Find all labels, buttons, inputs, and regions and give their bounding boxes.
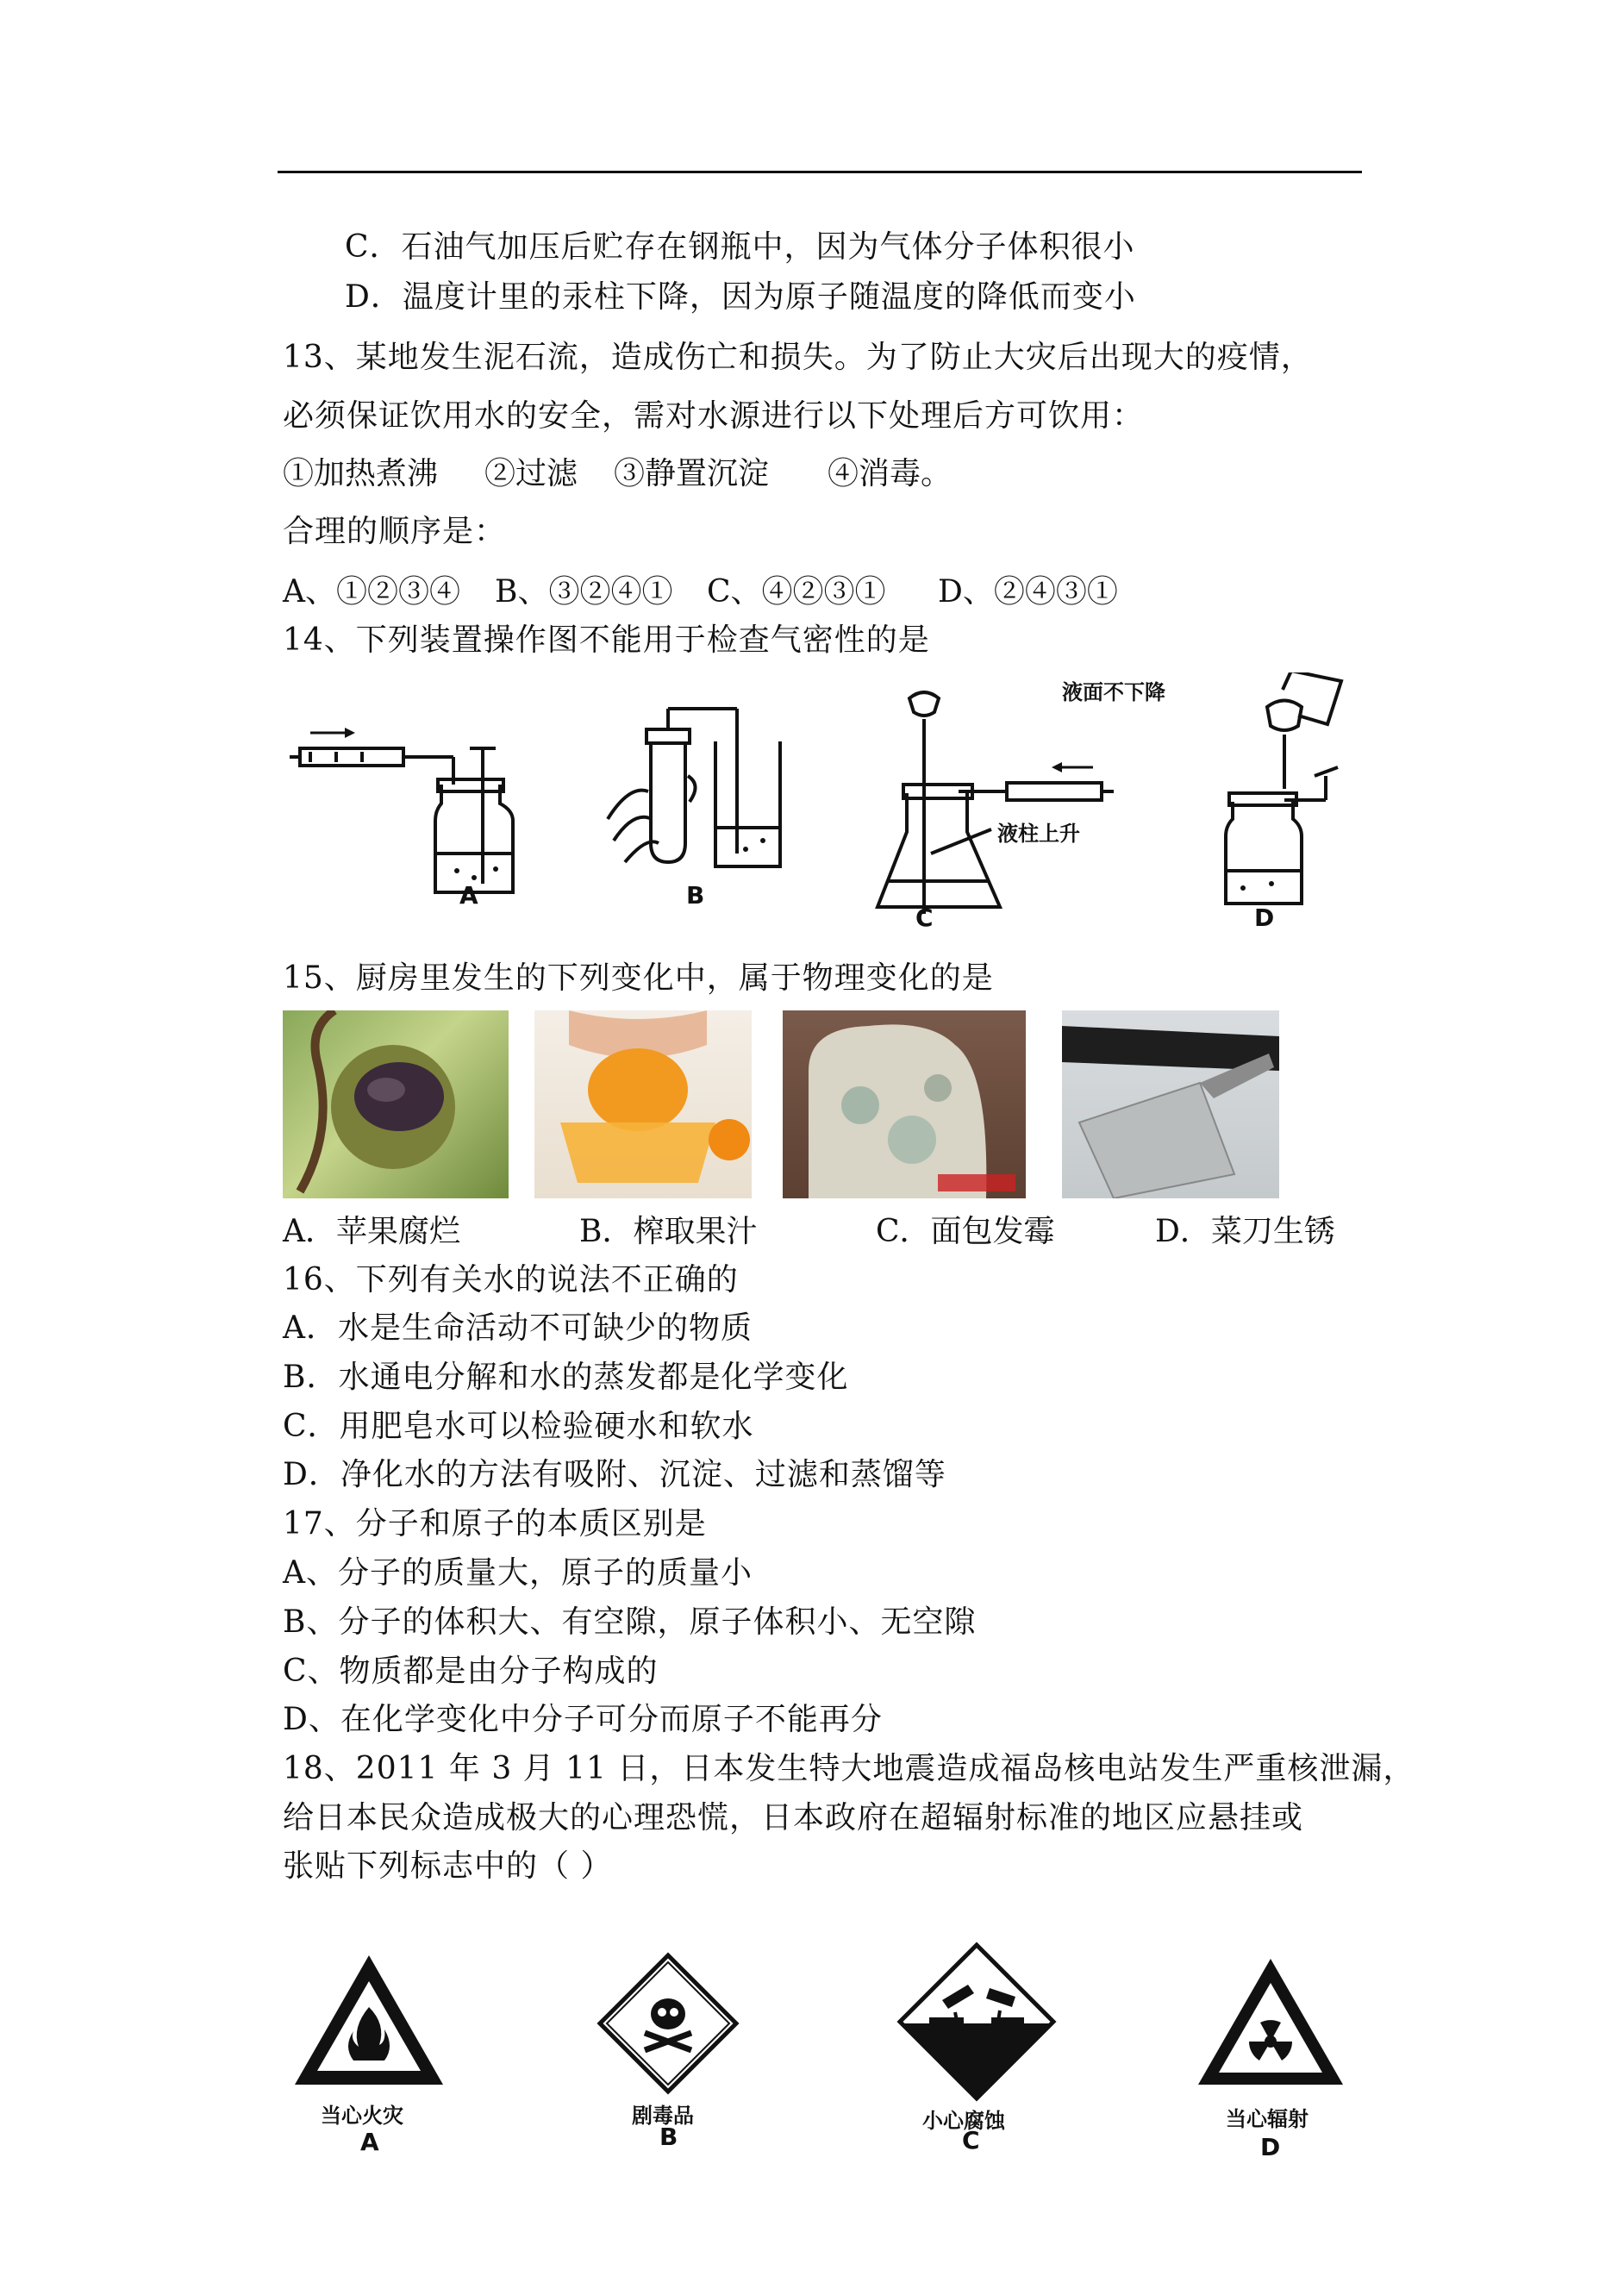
q16-option-c: C．用肥皂水可以检验硬水和软水 bbox=[283, 1409, 754, 1444]
corrosive-warning-sign-icon bbox=[895, 1940, 1059, 2104]
sign-c-caption: 小心腐蚀 bbox=[922, 2108, 1005, 2133]
fire-warning-sign-icon bbox=[290, 1950, 448, 2090]
q13-option-c: C、④②③① bbox=[707, 574, 886, 610]
sign-d-caption: 当心辐射 bbox=[1226, 2106, 1309, 2131]
q17-option-b: B、分子的体积大、有空隙，原子体积小、无空隙 bbox=[283, 1604, 977, 1640]
sign-c-letter: C bbox=[962, 2126, 980, 2154]
q17-option-a: A、分子的质量大，原子的质量小 bbox=[283, 1555, 753, 1591]
apparatus-c-illustration bbox=[862, 681, 1121, 931]
q13-step-4: ④消毒。 bbox=[828, 456, 953, 491]
apparatus-d-illustration bbox=[1190, 672, 1379, 922]
q13-prompt: 合理的顺序是： bbox=[283, 514, 507, 549]
q14-stem: 14、下列装置操作图不能用于检查气密性的是 bbox=[283, 622, 930, 658]
q18-stem-line2: 给日本民众造成极大的心理恐慌，日本政府在超辐射标准的地区应悬挂或 bbox=[283, 1800, 1304, 1835]
sign-b-letter: B bbox=[659, 2123, 678, 2151]
q16-stem: 16、下列有关水的说法不正确的 bbox=[283, 1262, 739, 1298]
q17-stem: 17、分子和原子的本质区别是 bbox=[283, 1506, 707, 1541]
photo-rotten-apple bbox=[283, 1010, 509, 1198]
q14-annotation-c: 液柱上升 bbox=[997, 822, 1080, 846]
q16-option-a: A．水是生命活动不可缺少的物质 bbox=[283, 1310, 753, 1346]
q13-option-a: A、①②③④ bbox=[283, 574, 460, 610]
q15-option-b: B．榨取果汁 bbox=[579, 1214, 758, 1249]
q14-annotation-d: 液面不下降 bbox=[1062, 680, 1165, 704]
q15-option-d: D．菜刀生锈 bbox=[1155, 1214, 1335, 1249]
apparatus-b-illustration bbox=[595, 690, 802, 897]
q13-stem-line2: 必须保证饮用水的安全，需对水源进行以下处理后方可饮用： bbox=[283, 398, 1145, 434]
photo-juicing-orange bbox=[534, 1010, 752, 1198]
q13-step-3: ③静置沉淀 bbox=[614, 456, 770, 491]
q14-label-d: D bbox=[1254, 904, 1275, 932]
q13-option-b: B、③②④① bbox=[495, 574, 673, 610]
sign-b-caption: 剧毒品 bbox=[632, 2103, 694, 2128]
q16-option-d: D．净化水的方法有吸附、沉淀、过滤和蒸馏等 bbox=[283, 1457, 946, 1492]
q13-step-2: ②过滤 bbox=[484, 456, 578, 491]
q12-option-d: D．温度计里的汞柱下降，因为原子随温度的降低而变小 bbox=[345, 279, 1136, 315]
q14-label-c: C bbox=[915, 904, 934, 932]
q13-stem-line1: 13、某地发生泥石流，造成伤亡和损失。为了防止大灾后出现大的疫情， bbox=[283, 340, 1313, 375]
header-rule bbox=[278, 171, 1362, 173]
q14-label-b: B bbox=[686, 881, 705, 910]
q17-option-c: C、物质都是由分子构成的 bbox=[283, 1654, 659, 1689]
radiation-warning-sign-icon bbox=[1193, 1954, 1348, 2092]
photo-kitchen-knife bbox=[1062, 1010, 1279, 1198]
sign-d-letter: D bbox=[1260, 2133, 1281, 2161]
q15-option-c: C．面包发霉 bbox=[876, 1214, 1055, 1249]
poison-warning-sign-icon bbox=[595, 1950, 741, 2097]
q17-option-d: D、在化学变化中分子可分而原子不能再分 bbox=[283, 1702, 883, 1737]
photo-moldy-bread bbox=[783, 1010, 1026, 1198]
sign-a-letter: A bbox=[360, 2128, 379, 2156]
q13-option-d: D、②④③① bbox=[938, 574, 1118, 610]
apparatus-a-illustration bbox=[284, 707, 543, 914]
sign-a-caption: 当心火灾 bbox=[321, 2103, 403, 2128]
q14-label-a: A bbox=[459, 881, 478, 910]
q12-option-c: C．石油气加压后贮存在钢瓶中，因为气体分子体积很小 bbox=[345, 229, 1135, 265]
q13-step-1: ①加热煮沸 bbox=[283, 456, 439, 491]
q16-option-b: B．水通电分解和水的蒸发都是化学变化 bbox=[283, 1360, 849, 1395]
q18-stem-line3: 张贴下列标志中的（ ） bbox=[283, 1848, 613, 1884]
q15-stem: 15、厨房里发生的下列变化中，属于物理变化的是 bbox=[283, 960, 994, 996]
q15-option-a: A．苹果腐烂 bbox=[283, 1214, 460, 1249]
q18-stem-line1: 18、2011 年 3 月 11 日，日本发生特大地震造成福岛核电站发生严重核泄漏， bbox=[283, 1751, 1415, 1786]
